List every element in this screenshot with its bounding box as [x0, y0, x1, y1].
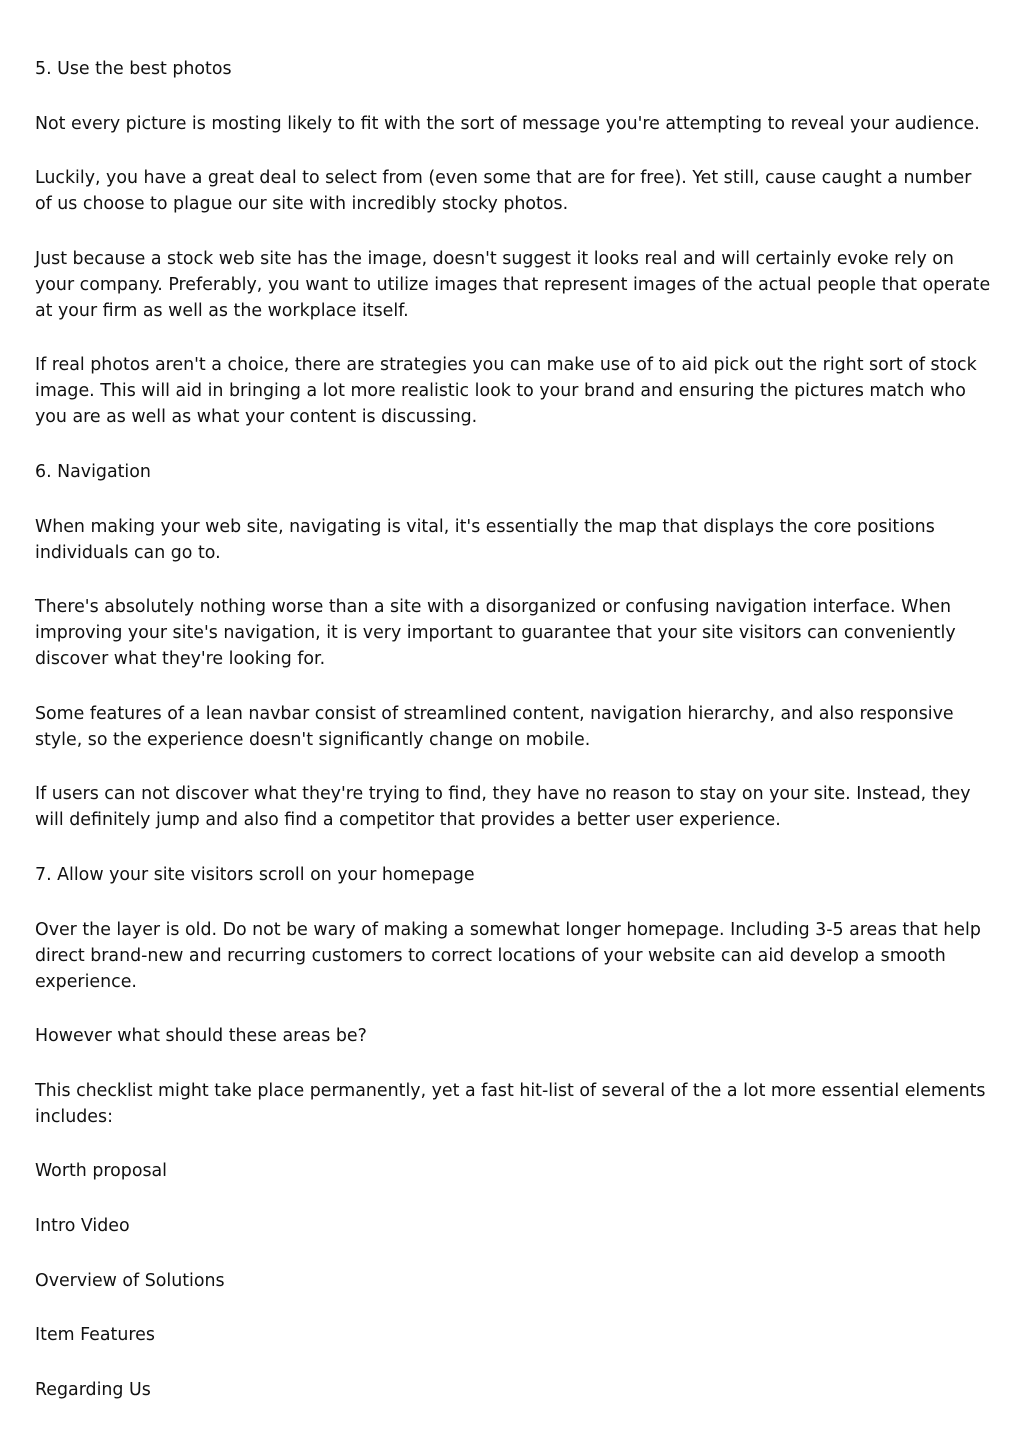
paragraph: If real photos aren't a choice, there are strategies you can make use of to aid pick out the right sort of stock image. This will aid in bringing a lot more realistic look to your brand and ensuring the pictures match who you are as well as what your content is discussing.	[35, 355, 977, 428]
list-item: Intro Video	[35, 1215, 130, 1236]
homepage-elements-list	[35, 1158, 992, 1402]
paragraph: Over the layer is old. Do not be wary of making a somewhat longer homepage. Including 3-5 areas that help direct brand-new and recurring customers to correct locations of your website can aid develop a smooth experience.	[35, 919, 981, 992]
paragraph: There's absolutely nothing worse than a site with a disorganized or confusing navigation interface. When improving your site's navigation, it is very important to guarantee that your site visitors can conveniently discover what they're looking for.	[35, 597, 956, 670]
paragraph: Just because a stock web site has the image, doesn't suggest it looks real and will certainly evoke rely on your company. Preferably, you want to utilize images that represent images of the actual people that operate at your firm as well as the workplace itself.	[35, 248, 991, 321]
list-item: Item Features	[35, 1325, 155, 1346]
paragraph: Luckily, you have a great deal to select from (even some that are for free). Yet still, cause caught a number of us choose to plague our site with incredibly stocky photos.	[35, 168, 972, 215]
section-heading-photos: 5. Use the best photos	[35, 59, 232, 79]
paragraph: If users can not discover what they're trying to find, they have no reason to stay on your site. Instead, they will definitely jump and also find a competitor that provides a better user experience.	[35, 784, 971, 831]
paragraph: When making your web site, navigating is vital, it's essentially the map that displays the core positions individuals can go to.	[35, 516, 935, 563]
list-item: Regarding Us	[35, 1379, 151, 1400]
paragraph: Some features of a lean navbar consist of streamlined content, navigation hierarchy, and also responsive style, so the experience doesn't significantly change on mobile.	[35, 703, 954, 750]
list-item: Overview of Solutions	[35, 1270, 225, 1291]
paragraph: This checklist might take place permanently, yet a fast hit-list of several of the a lot more essential elements includes:	[35, 1080, 986, 1127]
section-heading-homepage-scroll: 7. Allow your site visitors scroll on your homepage	[35, 864, 475, 885]
paragraph: Not every picture is mosting likely to fit with the sort of message you're attempting to reveal your audience.	[35, 113, 980, 134]
paragraph: However what should these areas be?	[35, 1026, 367, 1047]
list-item: Worth proposal	[35, 1161, 168, 1182]
section-heading-navigation: 6. Navigation	[35, 461, 151, 482]
